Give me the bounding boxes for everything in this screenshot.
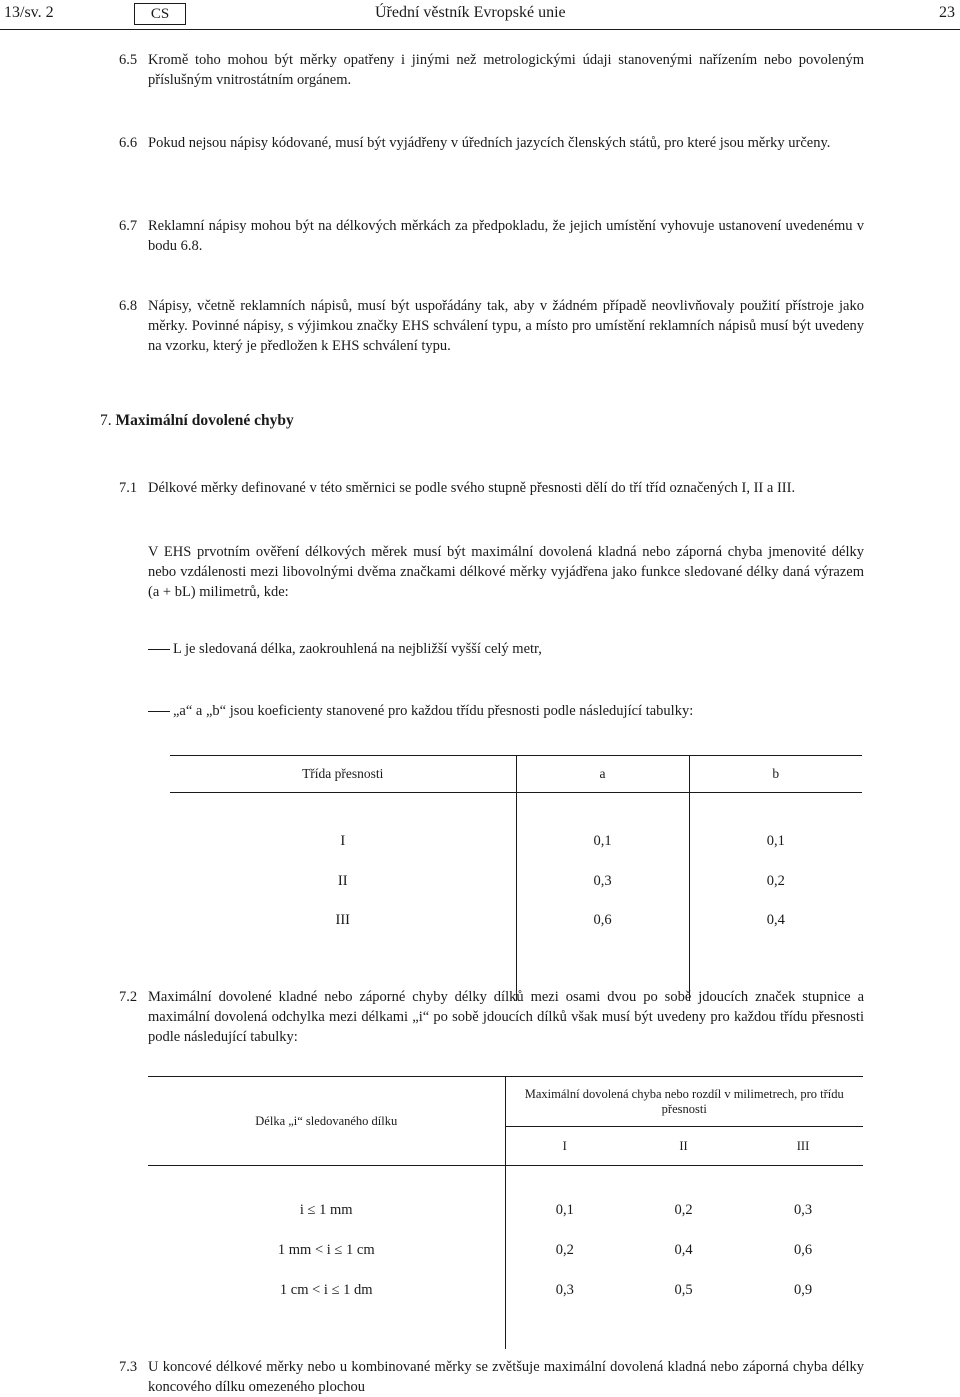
division-length-error-table bbox=[148, 1076, 863, 1349]
section-heading bbox=[100, 412, 294, 430]
page-number: 23 bbox=[939, 4, 955, 21]
paragraph-number: 7.2 bbox=[119, 989, 138, 1005]
header-rule bbox=[0, 29, 960, 30]
table-header-cell: b bbox=[689, 756, 862, 793]
paragraph-number: 6.5 bbox=[119, 52, 138, 68]
table-cell: 0,3 bbox=[516, 862, 689, 901]
paragraph-6-7: Reklamní nápisy mohou být na délkových měrkách za předpokladu, že jejich umístění vyhovuje ustanovení uvedenému v bodu 6.8. bbox=[148, 218, 864, 254]
table-cell: I bbox=[340, 833, 346, 849]
table-cell: 0,4 bbox=[674, 1242, 693, 1258]
page-reference: 13/sv. 2 bbox=[4, 4, 54, 21]
list-item: L je sledovaná délka, zaokrouhlená na nejbližší vyšší celý metr, bbox=[173, 641, 542, 657]
paragraph-7-3: U koncové délkové měrky nebo u kombinované měrky se zvětšuje maximální dovolená kladná nebo záporná chyba délky koncového dílku omezeného plochou bbox=[148, 1359, 864, 1395]
table-row bbox=[148, 1231, 863, 1271]
table-header-cell: II bbox=[624, 1127, 743, 1166]
table-row bbox=[148, 1191, 863, 1231]
table-row bbox=[170, 862, 862, 901]
table-cell: 0,2 bbox=[689, 862, 862, 901]
section-number: 7. bbox=[100, 412, 112, 429]
table-cell: 0,5 bbox=[674, 1282, 693, 1298]
paragraph-number: 6.7 bbox=[119, 218, 138, 234]
paragraph-6-6: Pokud nejsou nápisy kódované, musí být vyjádřeny v úředních jazycích členských států, pro které jsou měrky určeny. bbox=[148, 135, 831, 151]
table-cell: 1 mm < i ≤ 1 cm bbox=[277, 1242, 375, 1258]
table-header-cell: III bbox=[743, 1127, 863, 1166]
accuracy-class-coefficients-table bbox=[170, 755, 862, 1001]
table-cell: 0,9 bbox=[793, 1282, 813, 1298]
table-cell: 0,3 bbox=[793, 1202, 813, 1218]
table-header-cell: Třída přesnosti bbox=[170, 756, 516, 793]
table-cell: 0,3 bbox=[505, 1271, 624, 1311]
table-cell: II bbox=[337, 872, 348, 889]
table-cell: 1 cm < i ≤ 1 dm bbox=[279, 1282, 373, 1298]
paragraph-6-8: Nápisy, včetně reklamních nápisů, musí být uspořádány tak, aby v žádném případě neovlivňovaly použití přístroje jako měrky. Povinné nápisy, s výjimkou značky EHS schválení typu, a místo pro umístění reklamních nápisů musí být uvedeny na vzorku, který je předložen k EHS schválení typu. bbox=[148, 298, 864, 354]
table-cell: 0,6 bbox=[516, 901, 689, 941]
paragraph-7-2: Maximální dovolené kladné nebo záporné chyby délky dílků mezi osami dvou po sobě jdoucích značek stupnice a maximální dovolená odchylka mezi délkami „i“ po sobě jdoucích dílků však musí být uvedeny pro každou třídu přesnosti podle následující tabulky: bbox=[148, 989, 864, 1045]
table-cell: 0,2 bbox=[674, 1202, 693, 1218]
table-cell: 0,1 bbox=[505, 1191, 624, 1231]
journal-title: Úřední věstník Evropské unie bbox=[375, 4, 566, 21]
table-cell: i ≤ 1 mm bbox=[299, 1202, 353, 1218]
table-header-cell: Délka „i“ sledovaného dílku bbox=[148, 1077, 505, 1166]
section-title: Maximální dovolené chyby bbox=[115, 412, 294, 429]
paragraph-number: 7.3 bbox=[119, 1359, 138, 1375]
list-dash bbox=[148, 711, 170, 712]
table-cell: 0,1 bbox=[516, 822, 689, 862]
table-cell: 0,4 bbox=[689, 901, 862, 941]
table-cell: III bbox=[335, 912, 350, 928]
language-code-box: CS bbox=[134, 3, 186, 25]
table-row bbox=[170, 793, 862, 822]
table-header-cell: I bbox=[505, 1127, 624, 1166]
table-row bbox=[170, 822, 862, 862]
table-row bbox=[170, 901, 862, 941]
list-dash bbox=[148, 649, 170, 650]
paragraph-7-1: Délkové měrky definované v této směrnici se podle svého stupně přesnosti dělí do tří tříd označených I, II a III. bbox=[148, 480, 796, 496]
table-row bbox=[148, 1166, 863, 1191]
table-cell: 0,2 bbox=[505, 1231, 624, 1271]
table-row bbox=[148, 1271, 863, 1311]
paragraph-6-5: Kromě toho mohou být měrky opatřeny i jinými než metrologickými údaji stanovenými nařízením nebo povoleným příslušným vnitrostátním orgánem. bbox=[148, 52, 864, 88]
paragraph-number: 6.6 bbox=[119, 135, 138, 151]
table-group-header: Maximální dovolená chyba nebo rozdíl v milimetrech, pro třídu přesnosti bbox=[505, 1077, 863, 1127]
table-cell: 0,1 bbox=[689, 822, 862, 862]
paragraph-number: 7.1 bbox=[119, 480, 138, 496]
table-cell: 0,6 bbox=[793, 1242, 813, 1258]
paragraph-number: 6.8 bbox=[119, 298, 138, 314]
paragraph-7-1-definition: V EHS prvotním ověření délkových měrek musí být maximální dovolená kladná nebo záporná chyba jmenovité délky nebo vzdálenosti mezi libovolnými dvěma značkami délkové měrky vyjádřena jako funkce sledované délky daná výrazem (a + bL) milimetrů, kde: bbox=[148, 544, 864, 600]
list-item: „a“ a „b“ jsou koeficienty stanovené pro každou třídu přesnosti podle následující tabulky: bbox=[173, 703, 694, 719]
table-row bbox=[148, 1311, 863, 1349]
table-header-cell: a bbox=[516, 756, 689, 793]
